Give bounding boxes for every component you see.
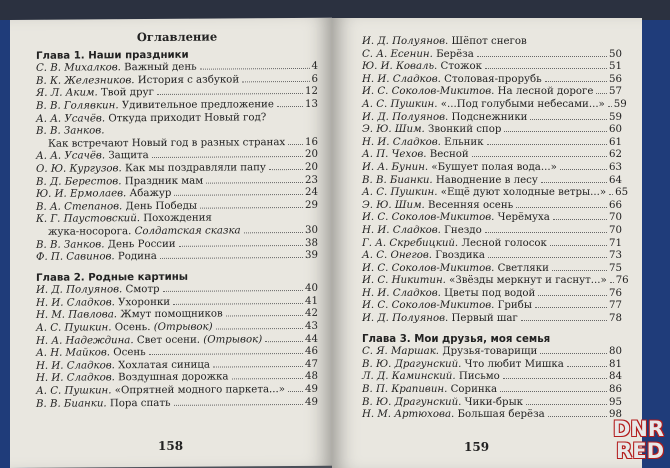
entry-author: Н. М. Павлова. — [36, 309, 118, 322]
entry-author: А. Н. Майков. — [36, 347, 111, 360]
entry-title: Лесной голосок — [461, 237, 547, 249]
entry-title: Соринка — [450, 384, 498, 396]
toc-entry — [362, 112, 622, 125]
entry-page: 78 — [609, 313, 622, 325]
entry-author: Ю. И. Коваль. — [362, 61, 438, 73]
entry-title: Защита — [108, 150, 149, 162]
entry-page: 57 — [609, 86, 622, 98]
entry-author: Э. Ю. Шим. — [362, 124, 425, 136]
entry-author: И. Д. Полуянов. — [362, 111, 449, 123]
entry-title: Ельник — [444, 136, 484, 148]
entry-title: Звонкий спор — [428, 124, 502, 136]
entry-author: В. Ю. Драгунский. — [362, 396, 462, 408]
entry-title: «...Под голубыми небесами...» — [440, 98, 605, 110]
entry-author: А. А. Усачёв. — [36, 112, 106, 125]
entry-page: 29 — [305, 199, 318, 211]
chapter-title: Глава 2. Родные картины — [36, 271, 188, 284]
dot-leader — [269, 169, 303, 170]
toc-header: Оглавление — [136, 29, 218, 45]
entry-author: В. К. Железников. — [36, 74, 135, 87]
toc-entry — [362, 175, 622, 188]
dot-leader — [487, 144, 607, 145]
entry-page: 42 — [305, 308, 318, 320]
entry-title: Светляки — [497, 262, 549, 274]
toc-entry — [362, 124, 622, 137]
entry-page: 40 — [305, 283, 318, 295]
chapter3-entries — [362, 346, 622, 422]
entry-page: 84 — [609, 371, 622, 383]
entry-title: Откуда приходит Новый год? — [108, 111, 267, 124]
entry-author: Н. И. Сладков. — [362, 224, 441, 236]
dot-leader — [152, 156, 303, 158]
entry-author: А. С. Пушкин. — [36, 322, 112, 334]
entry-page: 30 — [305, 224, 318, 236]
entry-title: «Звёзды меркнут и гаснут...» — [449, 275, 607, 287]
dot-leader — [538, 295, 607, 296]
dot-leader — [500, 391, 607, 392]
toc-entry — [362, 275, 629, 288]
entry-page: 23 — [305, 174, 318, 186]
entry-title: Стожок — [440, 61, 482, 73]
dot-leader — [288, 391, 303, 392]
entry-page: 47 — [305, 358, 318, 370]
dot-leader — [550, 245, 607, 246]
entry-title: Большая берёза — [457, 409, 545, 421]
watermark-logo — [594, 418, 664, 462]
entry-author: И. Д. Полуянов. — [362, 313, 449, 325]
toc-entry — [362, 250, 622, 263]
entry-author: Н. И. Сладков. — [36, 372, 115, 385]
entry-title: «Бушует полая вода...» — [431, 161, 557, 173]
entry-author: В. В. Голявкин. — [36, 100, 119, 112]
entry-author: Я. Л. Аким. — [36, 87, 98, 100]
entry-page: 51 — [609, 61, 622, 73]
dot-leader — [226, 315, 303, 317]
dot-leader — [157, 93, 303, 95]
entry-page: 76 — [609, 287, 622, 299]
entry-page: 56 — [609, 73, 622, 85]
entry-title: Письмо — [458, 371, 500, 383]
entry-page: 4 — [311, 61, 318, 73]
entry-page: 86 — [609, 384, 622, 396]
watermark-line: DNR — [612, 417, 664, 441]
entry-title: Первый шаг — [451, 313, 518, 325]
toc-entry — [362, 346, 622, 359]
toc-entry — [362, 61, 622, 74]
entry-page: 80 — [609, 346, 622, 358]
entry-author: С. В. Михалков. — [36, 62, 121, 75]
entry-title-italic: (Отрывок) — [203, 333, 263, 346]
toc-entry — [362, 187, 629, 200]
toc-entry — [362, 300, 622, 313]
toc-entry — [362, 49, 622, 62]
entry-page: 44 — [305, 333, 318, 345]
entry-title: Наводнение в лесу — [435, 174, 538, 186]
entry-title: Абажур — [129, 187, 172, 200]
entry-title: Смотр — [125, 284, 160, 296]
toc-entry — [362, 137, 622, 150]
dot-leader — [535, 307, 607, 308]
dot-leader — [596, 93, 607, 94]
dot-leader — [540, 353, 607, 354]
entry-author: Н. И. Сладков. — [362, 287, 441, 299]
toc-entry — [362, 86, 622, 99]
page-number-right: 159 — [464, 440, 490, 454]
toc-entry — [36, 396, 318, 411]
toc-entry — [36, 250, 318, 265]
entry-title: История с азбукой — [137, 74, 240, 86]
entry-author: В. В. Занков. — [36, 125, 105, 137]
entry-title: Пора спать — [109, 397, 171, 409]
dot-leader — [526, 404, 607, 405]
entry-page: 41 — [305, 295, 318, 307]
entry-title: Осень — [113, 347, 146, 359]
right-page — [332, 18, 642, 468]
entry-author: Ф. П. Савинов. — [36, 251, 115, 263]
dot-leader — [541, 182, 607, 183]
toc-entry — [362, 238, 622, 251]
entry-title: Жмут помощников — [120, 308, 223, 321]
entry-page: 12 — [305, 86, 318, 98]
entry-author: Н. И. Сладков. — [362, 136, 441, 148]
dot-leader — [485, 232, 607, 233]
toc-entry — [362, 36, 622, 49]
dot-leader — [174, 194, 303, 196]
entry-title: Грибы — [497, 300, 532, 312]
entry-title: Что любит Мишка — [464, 358, 564, 370]
toc-entry — [362, 149, 622, 162]
dot-leader — [516, 207, 607, 208]
entry-author: В. А. Степанов. — [36, 200, 123, 213]
entry-title: На лесной дороге — [497, 86, 594, 98]
entry-title: Подснежники — [451, 111, 528, 123]
dot-leader — [567, 366, 607, 367]
dot-leader — [530, 119, 607, 120]
entry-author: Н. М. Артюхова. — [362, 409, 455, 421]
entry-title: День Победы — [125, 200, 197, 212]
entry-author: С. А. Есенин. — [362, 48, 433, 60]
entry-author: В. П. Крапивин. — [362, 384, 448, 396]
entry-title: жука-носорога. — [48, 226, 132, 238]
entry-author: В. В. Занков. — [36, 238, 105, 251]
dot-leader — [553, 219, 607, 220]
entry-page: 98 — [609, 409, 622, 421]
entry-page: 70 — [609, 224, 622, 236]
entry-page: 95 — [609, 396, 622, 408]
entry-title: Гвоздика — [435, 250, 485, 262]
entry-page: 76 — [615, 275, 629, 287]
entry-author: Ю. И. Ермолаев. — [36, 188, 127, 200]
dot-leader — [200, 68, 310, 70]
entry-page: 61 — [609, 136, 622, 148]
entry-page: 49 — [305, 383, 318, 395]
entry-author: В. Д. Берестов. — [36, 175, 122, 188]
entry-page: 59 — [613, 98, 627, 110]
entry-author: И. С. Соколов-Микитов. — [362, 212, 495, 224]
entry-page: 20 — [305, 161, 318, 173]
entry-page: 63 — [609, 161, 622, 173]
dot-leader — [545, 81, 607, 82]
entry-page: 60 — [609, 124, 622, 136]
dot-leader — [265, 341, 303, 342]
entry-page: 65 — [615, 187, 629, 199]
entry-page: 49 — [305, 396, 318, 408]
entry-page: 70 — [609, 212, 622, 224]
left-page — [10, 18, 332, 468]
entry-author: А. С. Пушкин. — [362, 98, 438, 110]
entry-page: 48 — [305, 371, 318, 383]
entry-title: Похождения — [143, 212, 212, 225]
entry-page: 24 — [305, 186, 318, 199]
dot-leader — [477, 56, 607, 57]
entry-author: Н. А. Надеждина. — [36, 334, 134, 347]
entry-title: Свет осени. — [136, 334, 200, 346]
entry-title: Как встречают Новый год в разных странах — [48, 136, 286, 150]
entry-author: А. П. Чехов. — [362, 149, 427, 161]
entry-page: 66 — [609, 199, 622, 211]
entry-author: Н. И. Сладков. — [36, 360, 115, 372]
entry-author: Э. Ю. Шим. — [362, 199, 425, 211]
dot-leader — [609, 194, 613, 195]
entry-title: Гнездо — [444, 224, 482, 236]
entry-title: Воздушная дорожка — [118, 371, 229, 384]
entry-title: Берёза — [436, 48, 474, 60]
entry-page: 16 — [305, 136, 318, 148]
entry-author: И. А. Бунин. — [362, 161, 429, 173]
dot-leader — [277, 106, 303, 107]
entry-author: А. С. Онегов. — [362, 250, 433, 262]
chapter-title: Глава 3. Мои друзья, моя семья — [362, 333, 551, 345]
toc-entry — [362, 212, 622, 225]
page-number-left: 158 — [158, 438, 184, 453]
entry-title: Весной — [429, 149, 469, 161]
toc-entry — [362, 288, 622, 301]
entry-author: В. В. Бианки. — [362, 174, 433, 186]
entry-title: Как мы поздравляли папу — [124, 162, 266, 175]
entry-author: О. Ю. Кургузов. — [36, 163, 122, 175]
entry-author: И. Д. Полуянов. — [36, 284, 123, 297]
entry-author: В. Ю. Драгунский. — [362, 358, 462, 370]
entry-author: Л. Д. Каминский. — [362, 371, 456, 383]
entry-author: К. Г. Паустовский. — [36, 213, 141, 226]
entry-title: Хохлатая синица — [118, 359, 210, 372]
entry-title: Удивительное предложение — [121, 99, 274, 112]
entry-title: Твой друг — [100, 87, 154, 99]
entry-page: 50 — [609, 48, 622, 60]
dot-leader — [552, 270, 607, 271]
watermark-line: RED — [616, 439, 664, 463]
entry-title: Осень. — [114, 322, 151, 334]
entry-author: И. С. Соколов-Микитов. — [362, 86, 495, 98]
dot-leader — [485, 68, 607, 69]
dot-leader — [504, 131, 607, 132]
dot-leader — [560, 169, 607, 170]
toc-entry — [362, 162, 622, 175]
toc-entry — [362, 225, 622, 238]
entry-page: 39 — [305, 249, 318, 262]
dot-leader — [174, 404, 304, 406]
dot-leader — [288, 144, 303, 145]
dot-leader — [200, 207, 303, 209]
entry-page: 6 — [311, 73, 318, 85]
dot-leader — [216, 328, 303, 330]
entry-title: Весенняя осень — [428, 199, 514, 211]
dot-leader — [521, 320, 607, 321]
entry-title: Шёпот снегов — [451, 36, 527, 47]
entry-page: 38 — [305, 237, 318, 249]
toc-entry — [362, 200, 622, 213]
entry-author: С. Я. Маршак. — [362, 346, 440, 358]
entry-title: Родина — [117, 251, 157, 263]
dot-leader — [610, 282, 614, 283]
entry-title: Ухоронки — [118, 296, 171, 309]
entry-author: И. С. Соколов-Микитов. — [362, 262, 495, 274]
dot-leader — [160, 257, 303, 259]
entry-page: 81 — [609, 358, 622, 370]
right-top-entries — [362, 36, 629, 326]
entry-page: 46 — [305, 346, 318, 358]
dot-leader — [503, 378, 607, 379]
entry-page: 43 — [305, 320, 318, 333]
entry-page: 77 — [609, 300, 622, 312]
dot-leader — [244, 232, 303, 233]
entry-author: И. С. Соколов-Микитов. — [362, 300, 495, 312]
entry-page: 64 — [609, 174, 622, 186]
toc-entry — [362, 371, 622, 384]
dot-leader — [213, 366, 303, 368]
dot-leader — [242, 81, 309, 82]
entry-page: 73 — [609, 250, 622, 262]
entry-title: Чики-брык — [464, 396, 524, 408]
toc-entry — [362, 74, 622, 87]
dot-leader — [149, 353, 303, 355]
dot-leader — [179, 244, 303, 246]
dot-leader — [608, 106, 612, 107]
toc-entry — [362, 359, 622, 372]
entry-title: Праздник мам — [124, 175, 204, 187]
toc-entry — [362, 409, 622, 422]
toc-entry — [362, 98, 627, 112]
entry-page: 71 — [609, 237, 622, 249]
dot-leader — [163, 290, 303, 292]
toc-entry — [362, 263, 622, 276]
dot-leader — [206, 181, 303, 183]
toc-entry — [362, 397, 622, 410]
left-chapters — [36, 48, 318, 411]
entry-title: Важный день — [124, 61, 197, 74]
entry-title: «Опрятней модного паркета...» — [114, 384, 285, 397]
entry-author: И. С. Никитин. — [362, 275, 446, 287]
entry-title-italic: (Отрывок) — [153, 321, 213, 334]
entry-title: «Ещё дуют холодные ветры...» — [440, 187, 607, 199]
dot-leader — [232, 378, 304, 379]
entry-author: Н. И. Сладков. — [362, 73, 441, 85]
toc-entry — [362, 313, 622, 326]
dot-leader — [173, 303, 303, 305]
entry-page: 75 — [609, 262, 622, 274]
dot-leader — [488, 257, 607, 258]
entry-title: Черёмуха — [497, 212, 550, 224]
entry-title: Цветы под водой — [444, 287, 536, 299]
toc-right — [362, 36, 629, 422]
chapter-title: Глава 1. Наши праздники — [36, 49, 189, 62]
entry-title: День России — [107, 238, 176, 250]
toc-entry — [362, 384, 622, 397]
entry-author: Н. И. Сладков. — [36, 297, 115, 309]
entry-title-italic: Солдатская сказка — [134, 225, 241, 238]
entry-author: А. С. Пушкин. — [36, 385, 112, 397]
toc-entry — [36, 137, 318, 152]
entry-author: В. В. Бианки. — [36, 397, 107, 410]
entry-title: Столовая-прорубь — [444, 73, 542, 85]
entry-title: Друзья-товарищи — [442, 346, 538, 358]
entry-author: И. Д. Полуянов. — [362, 36, 449, 47]
entry-author: А. А. Усачёв. — [36, 150, 106, 163]
toc-entry — [36, 384, 318, 399]
entry-page: 20 — [305, 149, 318, 161]
book-cover-right — [642, 20, 670, 468]
dot-leader — [472, 156, 607, 157]
entry-page: 62 — [609, 149, 622, 161]
entry-page: 59 — [609, 111, 622, 123]
entry-page: 13 — [305, 98, 318, 110]
toc-left — [36, 30, 318, 411]
entry-author: Г. А. Скребицкий. — [362, 237, 459, 249]
entry-author: А. С. Пушкин. — [362, 187, 438, 199]
